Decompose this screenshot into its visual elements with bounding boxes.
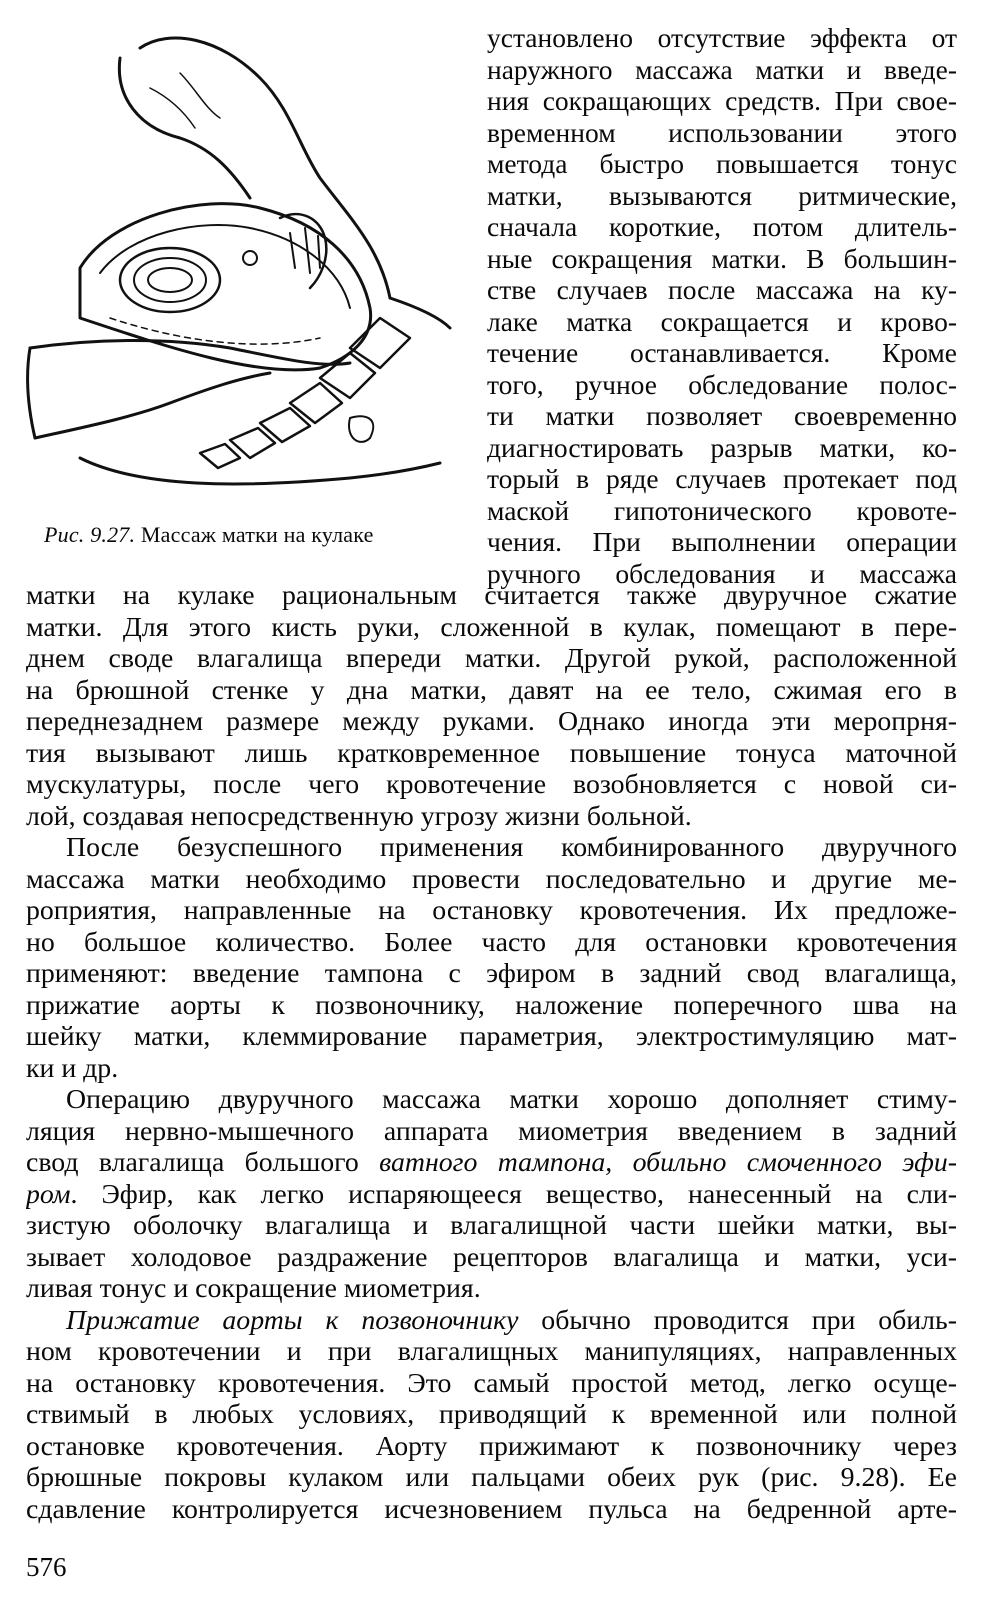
text-line: лаке матка сокращается и крово- [487,305,957,337]
text-line: применяют: введение тампона с эфиром в задний свод влагалища, [26,958,957,989]
text-fragment: . Эфир, как легко испаряющееся вещество, нанесенный на сли- [70,1178,957,1210]
text-line: остановке кровотечения. Аорту прижимают к позвоночнику через [26,1430,957,1462]
italic-term: ватного тампона, обильно смоченного эфи- [379,1147,957,1178]
text-line: матки, вызываются ритмические, [487,179,957,211]
text-line: но большое количество. Более часто для остановки кровотечения [26,926,957,958]
text-line: наружного массажа матки и введе- [487,53,957,85]
text-fragment: обычно проводится при обиль- [518,1304,957,1336]
figure-caption [44,522,464,548]
text-line: ствимый в любых условиях, приводящий к временной или полной [26,1399,957,1430]
text-line: на остановку кровотечения. Это самый простой метод, легко осуще- [26,1367,957,1399]
right-column-text [487,22,957,589]
text-line: После безуспешного применения комбинированного двуручного [66,832,957,863]
text-line: тия вызывают лишь кратковременное повышение тонуса маточной [26,737,957,769]
text-line: маской гипотонического кровоте- [487,494,957,526]
text-line: ные сокращения матки. В большин- [487,242,957,274]
paragraph-2 [26,832,957,1084]
text-fragment: свод влагалища большого [26,1147,380,1178]
text-line: ки и др. [26,1052,119,1084]
paragraph-4 [26,1305,957,1526]
text-line [26,1147,957,1179]
main-text [26,580,957,1525]
page-number: 576 [26,1552,67,1582]
paragraph-1 [26,580,957,832]
caption-label: Рис. 9.27. [44,522,136,547]
text-line: прижатие аорты к позвоночнику, наложение поперечного шва на [26,989,957,1021]
text-line: матки на кулаке рациональным считается также двуручное сжатие [26,580,957,611]
text-line: чения. При выполнении операции [487,526,957,557]
text-line: ном кровотечении и при влагалищных манипуляциях, направленных [26,1336,957,1367]
text-line: временном использовании этого [487,116,957,148]
text-line: шейку матки, клеммирование параметрия, электростимуляцию мат- [26,1021,957,1052]
text-line: лой, создавая непосредственную угрозу жизни больной. [26,800,692,832]
text-line: ляция нервно-мышечного аппарата миометрия введением в задний [26,1115,957,1147]
text-line: установлено отсутствие эффекта от [487,22,957,53]
text-line: брюшные покровы кулаком или пальцами обеих рук (рис. 9.28). Ее [26,1462,957,1493]
text-line [26,1305,957,1337]
text-line: сначала короткие, потом длитель- [487,211,957,242]
text-line: ти матки позволяет своевременно [487,400,957,431]
text-line: днем своде влагалища впереди матки. Другой рукой, расположенной [26,643,957,674]
text-line: зывает холодовое раздражение рецепторов влагалища и матки, уси- [26,1241,957,1273]
text-line: ния сокращающих средств. При свое- [487,85,957,116]
text-line: ливая тонус и сокращение миометрия. [26,1273,481,1304]
text-line: Операцию двуручного массажа матки хорошо дополняет стиму- [66,1084,957,1115]
text-line: зистую оболочку влагалища и влагалищной части шейки матки, вы- [26,1210,957,1241]
text-line: торый в ряде случаев протекает под [487,463,957,494]
text-line: на брюшной стенке у дна матки, давят на ее тело, сжимая его в [26,674,957,706]
italic-term: Прижатие аорты к позвоночнику [66,1304,519,1336]
text-line: стве случаев после массажа на ку- [487,274,957,305]
uterus-massage-illustration [20,18,460,518]
text-line: диагностировать разрыв матки, ко- [487,431,957,463]
text-line: матки. Для этого кисть руки, сложенной в кулак, помещают в пере- [26,611,957,643]
text-line: того, ручное обследование полос- [487,368,957,400]
text-line: мускулатуры, после чего кровотечение возобновляется с новой си- [26,769,957,800]
text-line: массажа матки необходимо провести последовательно и другие ме- [26,863,957,895]
text-line: ручного обследования и массажа [487,557,957,589]
text-line [26,1179,957,1211]
text-line: роприятия, направленные на остановку кровотечения. Их предложе- [26,895,957,926]
text-line: переднезаднем размере между руками. Однако иногда эти меропрня- [26,706,957,737]
text-line: сдавление контролируется исчезновением пульса на бедренной арте- [26,1493,957,1525]
caption-text: Массаж матки на кулаке [135,522,374,547]
figure-uterus-massage [20,18,460,518]
paragraph-3 [26,1084,957,1305]
italic-term: ром [26,1178,71,1210]
text-line: течение останавливается. Кроме [487,337,957,368]
text-line: метода быстро повышается тонус [487,148,957,179]
